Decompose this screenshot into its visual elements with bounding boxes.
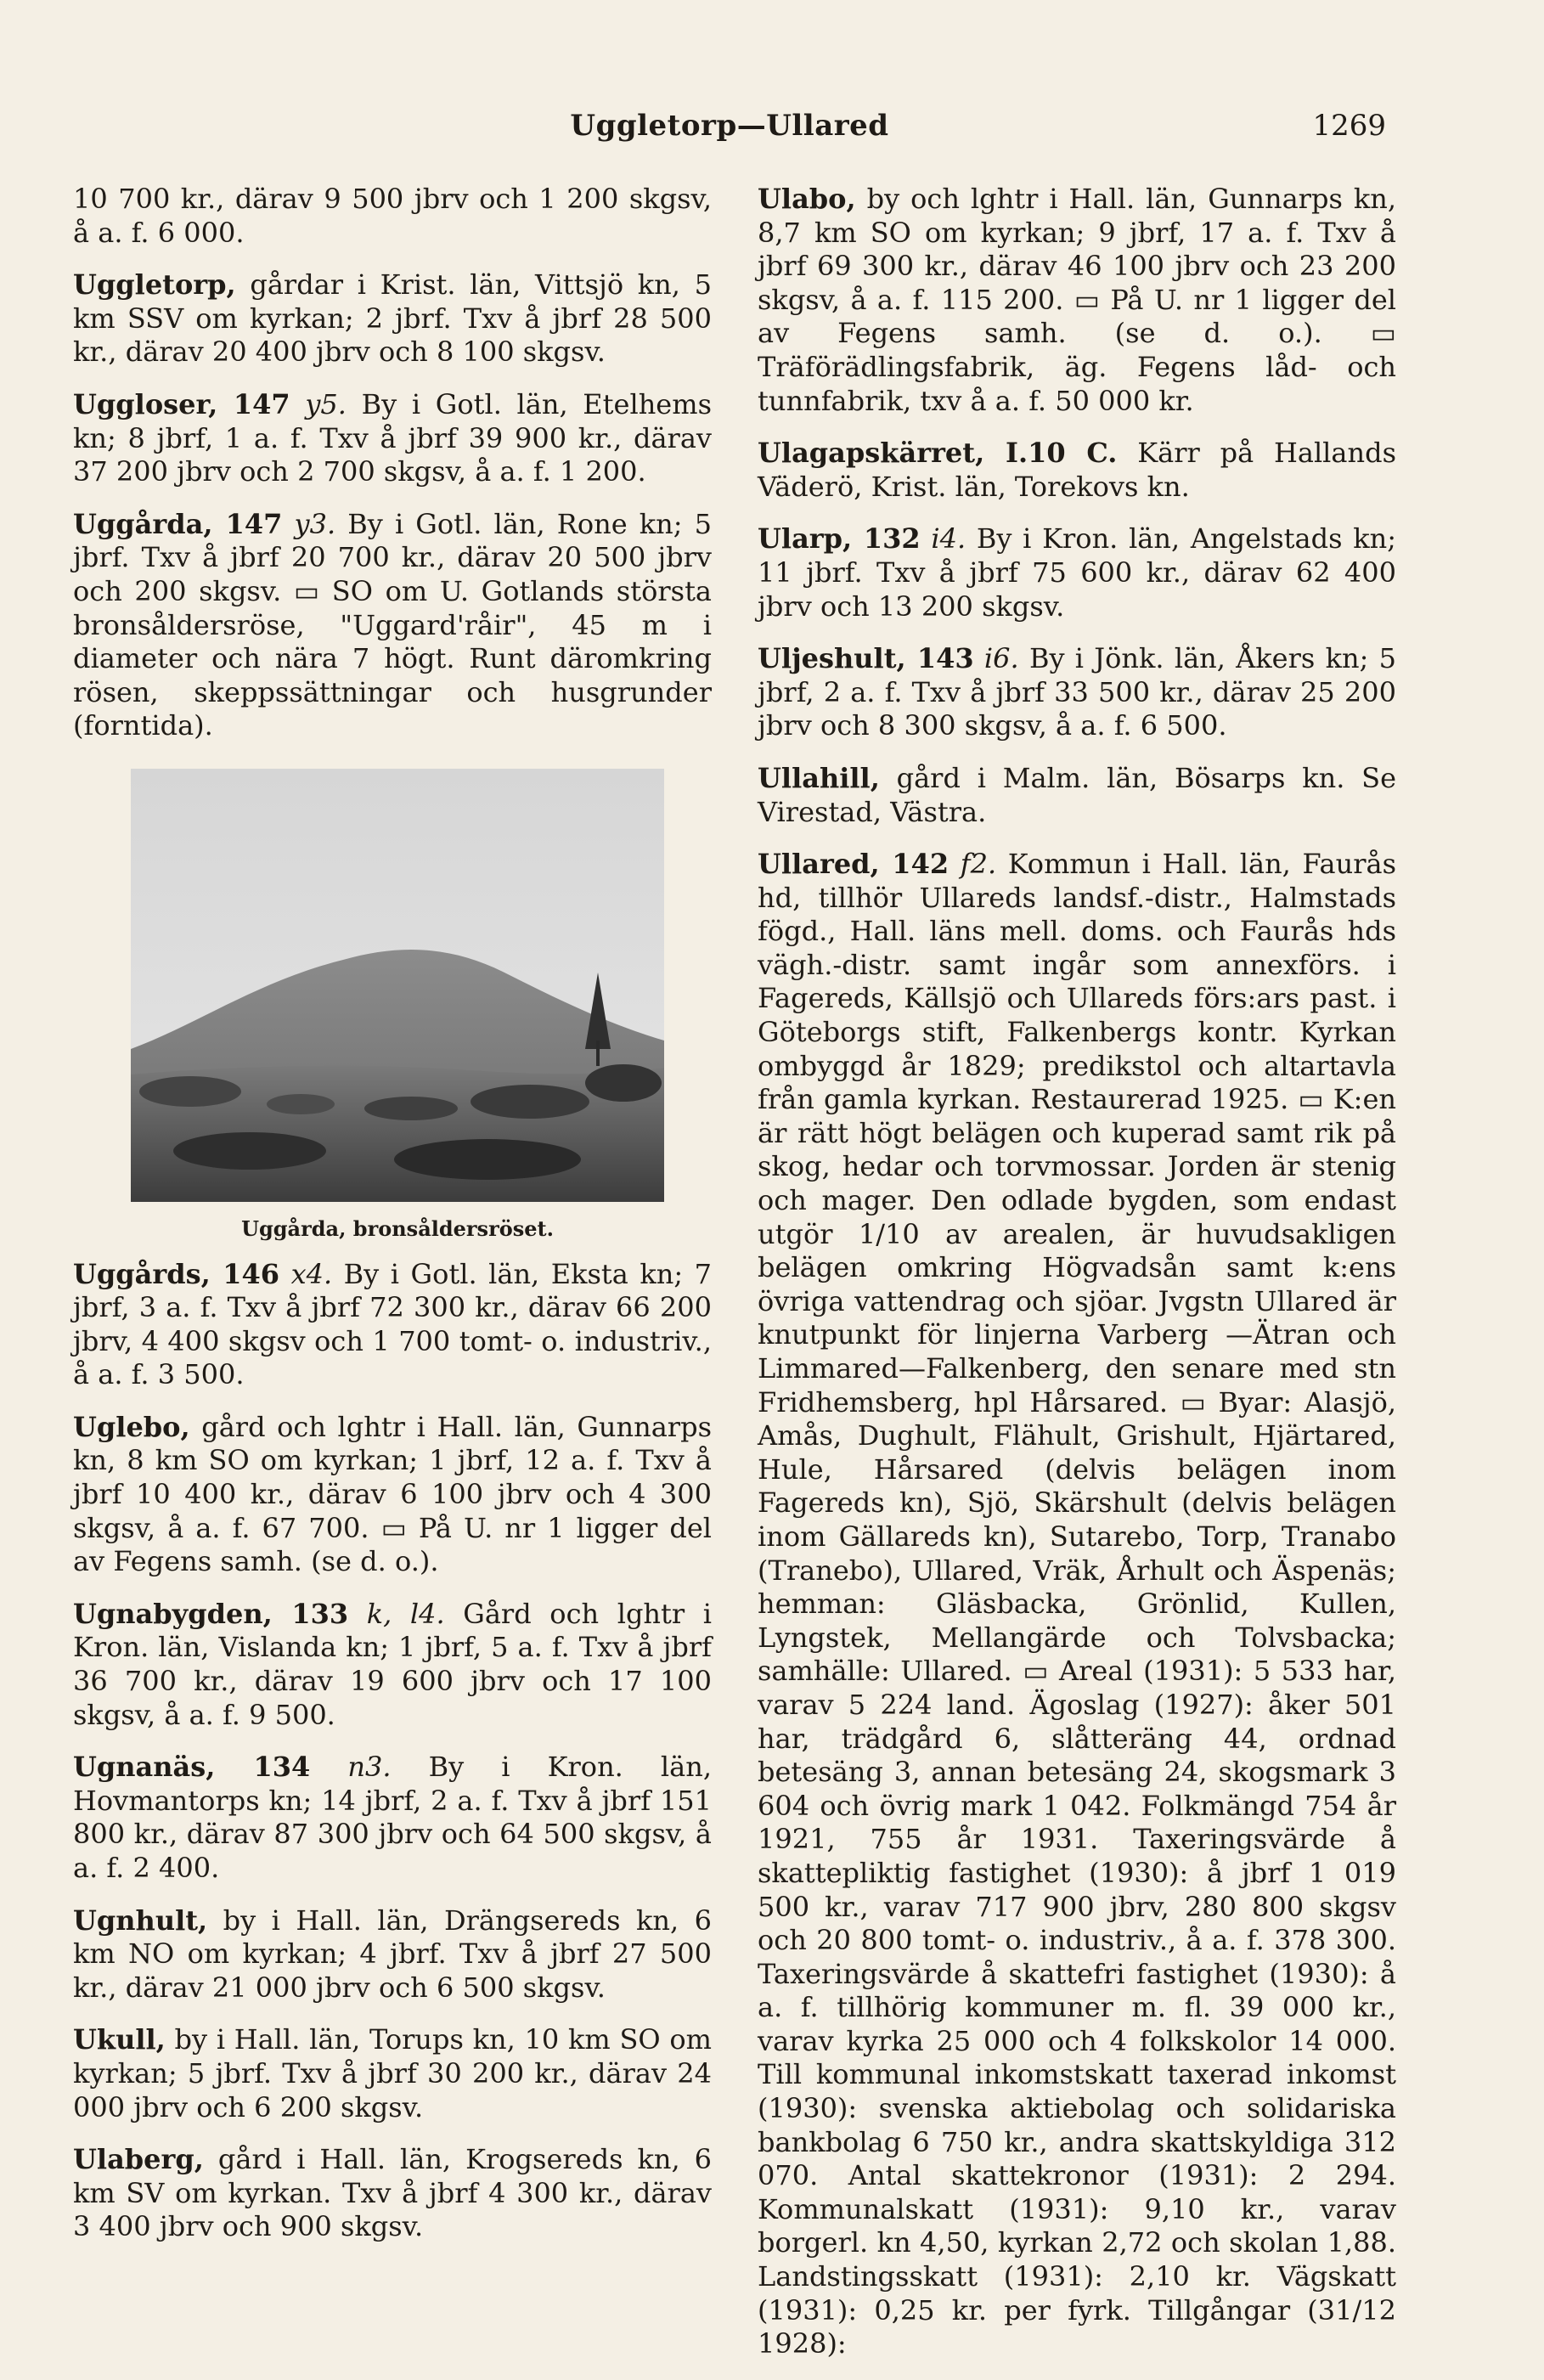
- map-grid-code: y5.: [305, 387, 347, 420]
- map-grid-code: y3.: [294, 507, 336, 540]
- entry-headword: Ulabo,: [758, 183, 856, 215]
- entry-text: by i Hall. län, Torups kn, 10 km SO om kyrkan; 5 jbrf. Txv å jbrf 30 200 kr., därav 24 000 jbrv och 6 200 skgsv.: [73, 2023, 712, 2123]
- figure-caption: Uggårda, bronsåldersröset.: [241, 1215, 554, 1241]
- page-header: [73, 109, 1386, 151]
- entry-text: Kommun i Hall. län, Faurås hd, tillhör Ullareds landsf.-distr., Halmstads fögd., Hall. läns mell. doms. och Faurås hds vägh.-distr. samt ingår som annexförs. i Fagereds, Källsjö och Ullareds förs:ars past. i Göteborgs stift, Falkenbergs kontr. Kyrkan ombyggd år 1829; predikstol och altartavla från gamla kyrkan. Restaurerad 1925. ▭ K:en är rätt högt belägen och kuperad samt rik på skog, hedar och torvmossar. Jorden är stenig och mager. Den odlade bygden, som endast utgör 1/10 av arealen, är huvudsakligen belägen omkring Högvadsån samt k:ens övriga vattendrag och sjöar. Jvgstn Ullared är knutpunkt för linjerna Varberg —Ätran och Limmared—Falkenberg, den senare med stn Fridhemsberg, hpl Hårsared. ▭ Byar: Alasjö, Amås, Dughult, Flähult, Grishult, Hjärtared, Hule, Hårsared (delvis belägen inom Fagereds kn), Sjö, Skärshult (delvis belägen inom Gällareds kn), Sutarebo, Torp, Tranabo (Tranebo), Ullared, Vräk, Århult och Äspenäs; hemman: Gläsbacka, Grönlid, Kullen, Lyngstek, Mellangärde och Tolvsbacka; samhälle: Ullared. ▭ Areal (1931): 5 533 har, varav 5 224 land. Ägoslag (1927): åker 501 har, trädgård 6, slåtteräng 44, ordnad betesäng 3, annan betesäng 24, skogsmark 3 604 och övrig mark 1 042. Folkmängd 754 år 1921, 755 år 1931. Taxeringsvärde å skattepliktig fastighet (1930): å jbrf 1 019 500 kr., varav 717 900 jbrv, 280 800 skgsv och 20 800 tomt- o. industriv., å a. f. 378 300. Taxeringsvärde å skattefri fastighet (1930): å a. f. tillhörig kommuner m. fl. 39 000 kr., varav kyrka 25 000 och 4 folkskolor 14 000. Till kommunal inkomstskatt taxerad inkomst (1930): svenska aktiebolag och solidariska bankbolag 6 750 kr., andra skattskyldiga 312 070. Antal skattekronor (1931): 2 294. Kommunalskatt (1931): 9,10 kr., varav borgerl. kn 4,50, kyrkan 2,72 och skolan 1,88. Landstingsskatt (1931): 2,10 kr. Vägskatt (1931): 0,25 kr. per fyrk. Tillgångar (31/12 1928):: [758, 848, 1396, 2360]
- entry-text: gårdar i Krist. län, Vittsjö kn, 5 km SSV om kyrkan; 2 jbrf. Txv å jbrf 28 500 kr., därav 20 400 jbrv och 8 100 skgsv.: [73, 268, 712, 369]
- entry-headword: Ulaberg,: [73, 2143, 204, 2176]
- dictionary-entry: [73, 388, 712, 489]
- entry-text: gård i Malm. län, Bösarps kn. Se Virestad, Västra.: [758, 761, 1396, 828]
- dictionary-entry: [73, 1598, 712, 1732]
- entry-headword: Ullared, 142: [758, 848, 950, 881]
- dictionary-entry: [758, 522, 1396, 623]
- map-grid-code: i4.: [931, 522, 966, 556]
- left-entries: [73, 183, 712, 743]
- page-number: 1269: [1312, 109, 1386, 143]
- dictionary-entry: [73, 2023, 712, 2124]
- dictionary-entry: [73, 508, 712, 743]
- entry-headword: Uljeshult, 143: [758, 642, 974, 675]
- figure: [131, 769, 664, 1246]
- entry-headword: Ugnhult,: [73, 1903, 208, 1937]
- dictionary-entry: [758, 762, 1396, 829]
- entry-text: By i Gotl. län, Eksta kn; 7 jbrf, 3 a. f. Txv å jbrf 72 300 kr., därav 66 200 jbrv, 4 400 skgsv och 1 700 tomt- o. industriv., å a. f. 3 500.: [73, 1257, 713, 1391]
- entry-headword: Ukull,: [73, 2023, 166, 2056]
- map-grid-code: n3.: [347, 1751, 392, 1784]
- dictionary-entry: [758, 437, 1396, 504]
- dictionary-entry: [758, 642, 1396, 743]
- dictionary-entry: [73, 2143, 712, 2244]
- entry-headword: Ugnabygden, 133: [73, 1597, 349, 1630]
- running-title: Uggletorp—Ullared: [570, 109, 889, 143]
- right-entries: [758, 183, 1396, 2361]
- entry-text: By i Kron. län, Angelstads kn; 11 jbrf. Txv å jbrf 75 600 kr., därav 62 400 jbrv och 13 200 skgsv.: [758, 522, 1397, 623]
- map-grid-code: f2.: [960, 848, 997, 881]
- entry-headword: Uglebo,: [73, 1410, 190, 1443]
- left-entries-after: [73, 1258, 712, 2244]
- cairn-illustration: [131, 769, 664, 1202]
- left-column: [73, 183, 712, 2263]
- entry-headword: Ulagapskärret, I.10 C.: [758, 437, 1118, 470]
- entry-text: by och lghtr i Hall. län, Gunnarps kn, 8,7 km SO om kyrkan; 9 jbrf, 17 a. f. Txv å jbrf 69 300 kr., därav 46 100 jbrv och 23 200 skgsv, å a. f. 115 200. ▭ På U. nr 1 ligger del av Fegens samh. (se d. o.). ▭ Träförädlingsfabrik, äg. Fegens låd- och tunnfabrik, txv å a. f. 50 000 kr.: [758, 183, 1396, 417]
- dictionary-entry: [73, 268, 712, 369]
- dictionary-entry: [73, 1751, 712, 1885]
- dictionary-entry: [758, 183, 1396, 418]
- entry-text: gård och lghtr i Hall. län, Gunnarps kn, 8 km SO om kyrkan; 1 jbrf, 12 a. f. Txv å jbrf 10 400 kr., därav 6 100 jbrv och 4 300 skgsv, å a. f. 67 700. ▭ På U. nr 1 ligger del av Fegens samh. (se d. o.).: [73, 1410, 712, 1578]
- entry-text: by i Hall. län, Drängsereds kn, 6 km NO om kyrkan; 4 jbrf. Txv å jbrf 27 500 kr., därav 21 000 jbrv och 6 500 skgsv.: [73, 1903, 712, 2004]
- map-grid-code: i6.: [983, 642, 1019, 675]
- dictionary-entry: [73, 183, 712, 250]
- map-grid-code: k, l4.: [366, 1597, 445, 1630]
- map-grid-code: x4.: [290, 1257, 333, 1290]
- entry-headword: Ullahill,: [758, 761, 880, 794]
- entry-text: Gård och lghtr i Kron. län, Vislanda kn; 1 jbrf, 5 a. f. Txv å jbrf 36 700 kr., därav 19 600 jbrv och 17 100 skgsv, å a. f. 9 500.: [73, 1597, 713, 1731]
- entry-text: By i Jönk. län, Åkers kn; 5 jbrf, 2 a. f. Txv å jbrf 33 500 kr., därav 25 200 jbrv och 8 300 skgsv, å a. f. 6 500.: [758, 642, 1397, 742]
- entry-headword: Ularp, 132: [758, 522, 921, 556]
- entry-text: gård i Hall. län, Krogsereds kn, 6 km SV om kyrkan. Txv å jbrf 4 300 kr., därav 3 400 jbrv och 900 skgsv.: [73, 2143, 712, 2243]
- dictionary-entry: [73, 1904, 712, 2005]
- entry-headword: Uggloser, 147: [73, 387, 290, 420]
- entry-text: Kärr på Hallands Väderö, Krist. län, Torekovs kn.: [758, 437, 1396, 503]
- entry-headword: Ugnanäs, 134: [73, 1751, 311, 1784]
- entry-headword: Uggletorp,: [73, 268, 236, 302]
- entry-text: By i Gotl. län, Rone kn; 5 jbrf. Txv å jbrf 20 700 kr., därav 20 500 jbrv och 200 skgsv. ▭ SO om U. Gotlands största bronsåldersröse, "Uggard'råir", 45 m i diameter och nära 7 högt. Runt däromkring rösen, skeppssättningar och husgrunder (forntida).: [73, 507, 713, 742]
- entry-text: 10 700 kr., därav 9 500 jbrv och 1 200 skgsv, å a. f. 6 000.: [73, 183, 712, 249]
- right-column: [758, 183, 1396, 2380]
- entry-headword: Uggårds, 146: [73, 1257, 280, 1290]
- entry-headword: Uggårda, 147: [73, 507, 283, 540]
- entry-text: By i Kron. län, Hovmantorps kn; 14 jbrf, 2 a. f. Txv å jbrf 151 800 kr., därav 87 300 jbrv och 64 500 skgsv, å a. f. 2 400.: [73, 1751, 713, 1884]
- dictionary-entry: [73, 1411, 712, 1579]
- entry-text: By i Gotl. län, Etelhems kn; 8 jbrf, 1 a. f. Txv å jbrf 39 900 kr., därav 37 200 jbrv och 2 700 skgsv, å a. f. 1 200.: [73, 387, 712, 488]
- bronze-age-cairn-photo: [131, 769, 664, 1202]
- dictionary-entry: [73, 1258, 712, 1392]
- dictionary-entry: [758, 848, 1396, 2361]
